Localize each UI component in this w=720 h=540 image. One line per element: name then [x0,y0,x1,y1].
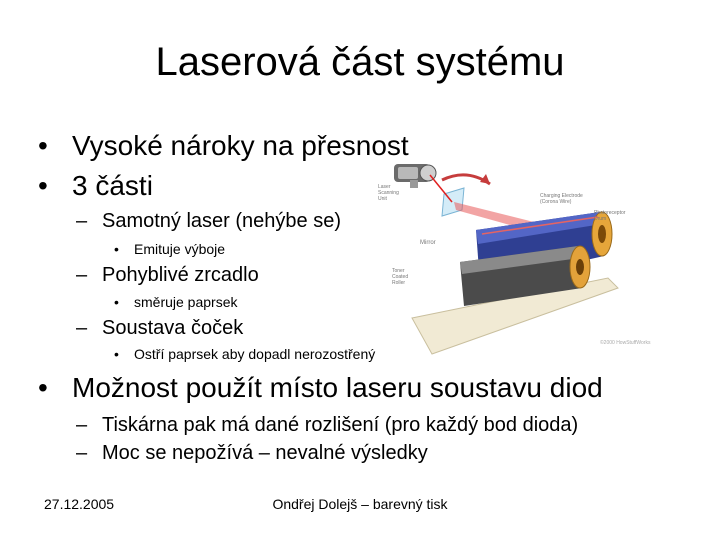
sub-bullet-resolution [76,414,578,437]
footer-author: Ondřej Dolejš – barevný tisk [272,496,448,512]
bullet-dot: • [114,241,119,257]
bullet-text: Samotný laser (nehýbe se) [102,210,342,232]
sub-sub-bullet-directs [114,294,238,310]
bullet-text: 3 části [72,170,153,201]
drum-label: Photoreceptor Drum [594,210,626,222]
laser-beam [430,175,452,202]
bullet-text: Ostří paprsek aby dopadl nerozostřený [134,346,376,362]
bullet-text: Vysoké nároky na přesnost [72,130,409,161]
sub-bullet-results [76,442,428,465]
bullet-dash: – [76,442,88,464]
bullet-dot: • [114,294,119,310]
bullet-precision [38,130,409,162]
sub-sub-bullet-emits [114,241,225,257]
bullet-dash: – [76,414,88,436]
laser-unit [394,164,436,188]
sub-bullet-lenses [76,317,243,340]
toner-label: Toner Coated Roller [392,268,409,286]
bullet-text: Soustava čoček [102,317,244,339]
bullet-dot: • [38,130,48,161]
bullet-dash: – [76,210,88,232]
mirror-shape [442,188,464,216]
bullet-three-parts [38,170,153,202]
sub-bullet-laser [76,210,341,233]
sub-sub-bullet-focus [114,346,375,362]
bullet-dash: – [76,264,88,286]
bullet-dot: • [38,170,48,201]
bullet-diodes [38,372,603,404]
laser-printer-illustration [372,158,651,354]
bullet-text: Pohyblivé zrcadlo [102,264,259,286]
bullet-text: Tiskárna pak má dané rozlišení (pro každý bod dioda) [102,414,579,436]
mirror-label: Mirror [420,240,436,246]
copyright-label: ©2000 HowStuffWorks [600,340,651,346]
laser-unit-label: Laser Scanning Unit [378,184,399,202]
bullet-text: Moc se nepožívá – nevalné výsledky [102,442,428,464]
slide-title: Laserová část systému [155,40,565,84]
charging-electrode-label: Charging Electrode (Corona Wire) [540,193,583,205]
sub-bullet-mirror [76,264,259,287]
bullet-dot: • [114,346,119,362]
bullet-text: Emituje výboje [134,241,226,257]
bullet-text: směruje paprsek [134,294,238,310]
footer-date: 27.12.2005 [44,496,115,512]
bullet-text: Možnost použít místo laseru soustavu diod [72,372,603,403]
bullet-dot: • [38,372,48,403]
bullet-dash: – [76,317,88,339]
